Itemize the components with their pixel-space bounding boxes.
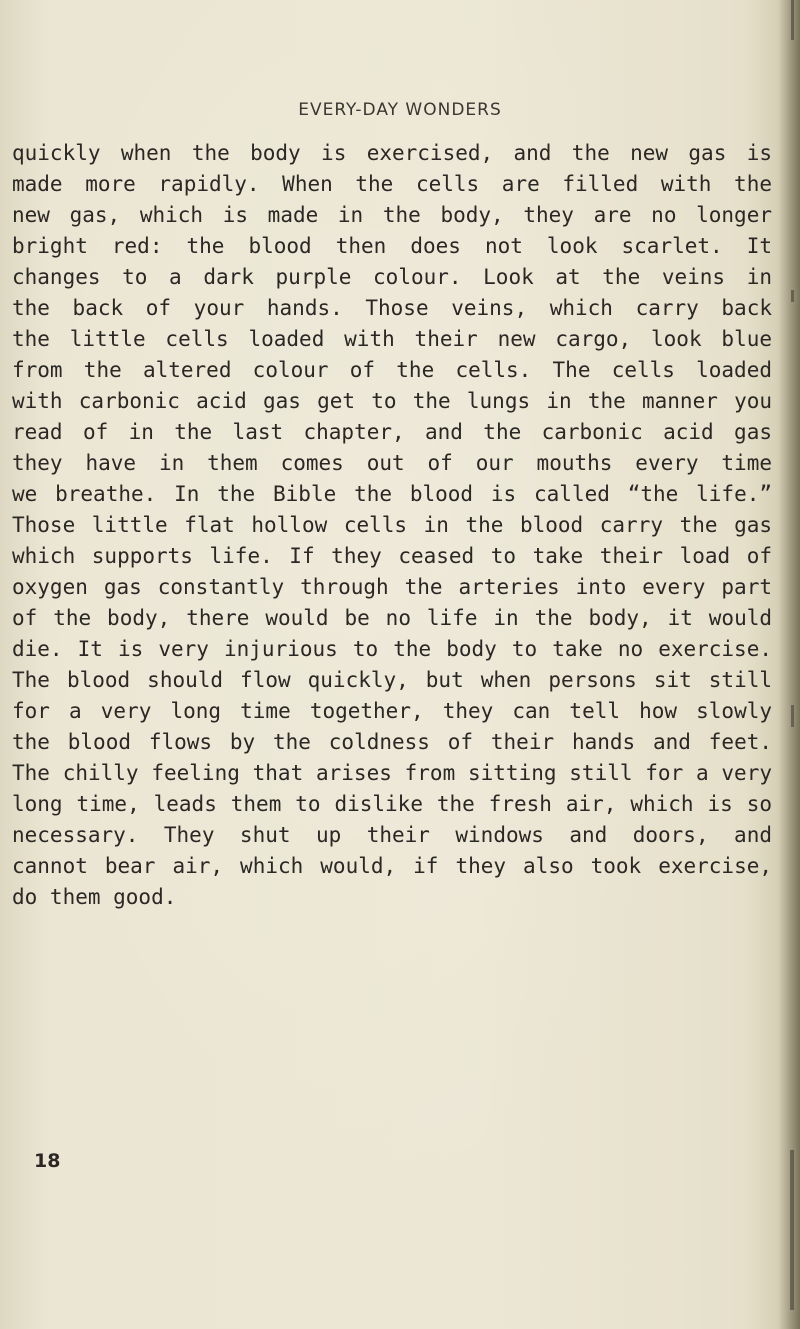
- text-line: cannot bear air, which would, if they also took exercise,: [12, 854, 772, 878]
- text-line: quickly when the body is exercised, and the new gas is: [12, 141, 772, 165]
- text-line: necessary. They shut up their windows and doors, and: [12, 823, 772, 847]
- text-line: read of in the last chapter, and the carbonic acid gas: [12, 420, 772, 444]
- text-line: the blood flows by the coldness of their hands and feet.: [12, 730, 772, 754]
- text-line: of the body, there would be no life in the body, it would: [12, 606, 772, 630]
- text-line: changes to a dark purple colour. Look at the veins in: [12, 265, 772, 289]
- body-paragraph: [12, 138, 772, 913]
- page-number: 18: [34, 1150, 61, 1172]
- text-line: the little cells loaded with their new cargo, look blue: [12, 327, 772, 351]
- text-line: they have in them comes out of our mouths every time: [12, 451, 772, 475]
- text-line: made more rapidly. When the cells are filled with the: [12, 172, 772, 196]
- text-line: long time, leads them to dislike the fresh air, which is so: [12, 792, 772, 816]
- text-line: die. It is very injurious to the body to take no exercise.: [12, 637, 772, 661]
- text-line: Those little flat hollow cells in the blood carry the gas: [12, 513, 772, 537]
- text-line: from the altered colour of the cells. The cells loaded: [12, 358, 772, 382]
- binding-mark: [791, 0, 794, 40]
- text-line: The chilly feeling that arises from sitting still for a very: [12, 761, 772, 785]
- text-line: new gas, which is made in the body, they are no longer: [12, 203, 772, 227]
- binding-mark: [790, 1150, 794, 1310]
- text-line: we breathe. In the Bible the blood is called “the life.”: [12, 482, 772, 506]
- text-line: bright red: the blood then does not look scarlet. It: [12, 234, 772, 258]
- text-line: do them good.: [12, 885, 177, 909]
- binding-mark: [791, 290, 794, 302]
- text-line: with carbonic acid gas get to the lungs in the manner you: [12, 389, 772, 413]
- running-head: EVERY-DAY WONDERS: [298, 100, 502, 120]
- binding-mark: [791, 705, 794, 727]
- text-line: oxygen gas constantly through the arteries into every part: [12, 575, 772, 599]
- text-line: which supports life. If they ceased to take their load of: [12, 544, 772, 568]
- text-line: the back of your hands. Those veins, which carry back: [12, 296, 772, 320]
- text-line: for a very long time together, they can tell how slowly: [12, 699, 772, 723]
- binding-shadow: [778, 0, 800, 1329]
- text-line: The blood should flow quickly, but when persons sit still: [12, 668, 772, 692]
